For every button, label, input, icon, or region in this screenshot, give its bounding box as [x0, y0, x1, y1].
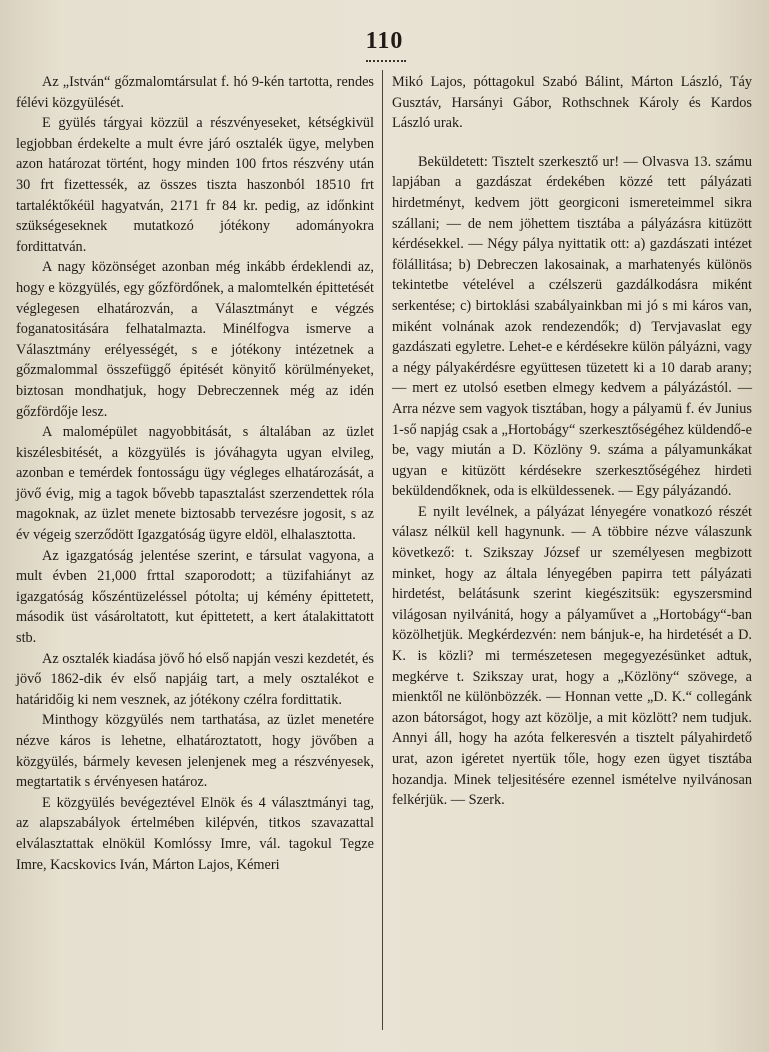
article-paragraph: A malomépület nagyobbitását, s általában az üzlet kiszélesbitését, a közgyülés is jóváhagyta ugyan elvileg, azonban e temérdek fontosságu ügy végleges elhatározását, a jövő évig, mig a tagok bővebb tapasztalást szerzendettek róla magoknak, az üzlet menete biztosabb tervezésre jogosit, s az év végeig szerződött Igazgatóság ügyre eldöl, elhalasztotta.	[16, 424, 374, 544]
article-paragraph: E gyülés tárgyai közzül a részvényeseket, kétségkivül legjobban érdekelte a mult évre járó osztalék ügye, melyben azon határozat történt, hogy minden 100 frtos részvény után 30 frt fizettessék, az összes tiszta haszonból 18510 frt tartaléktőkéül hagyatván, 2171 fr 84 kr. pedig, az időnkint szükségeseknek mutatkozó jótékony adományokra fordittatván.	[16, 115, 374, 255]
article-paragraph: A nagy közönséget azonban még inkább érdeklendi az, hogy e közgyülés, egy gőzfördőnek, a malomtelkén épittetését véglegesen elhatározván, a Választmányt e végzés foganatositására felhatalmazta. Minélfogva ismerve a Választmány erélyességét, s e jótékony intézetnek a gőzmalommal összefüggő épitését könyitő körülményeket, biztosan mondhatjuk, hogy Debreczennek még az idén gőzfördője lesz.	[16, 259, 374, 420]
article-paragraph: Minthogy közgyülés nem tarthatása, az üzlet menetére nézve káros is lehetne, elhatároztatott, hogy jövőben a közgyülés, bármely kevesen jelenjenek meg a részvényesek, megtartatik s érvényesen határoz.	[16, 712, 374, 791]
article-paragraph: Az „István“ gőzmalomtársulat f. hó 9-kén tartotta, rendes félévi közgyülését.	[16, 74, 374, 111]
column-divider	[382, 70, 383, 1030]
article-paragraph: Az osztalék kiadása jövő hó első napján veszi kezdetét, és jövő 1862-dik év első napjáig tart, a mely osztalékot e határidőig ki nem vesznek, az jótékony czélra fordittatik.	[16, 650, 374, 708]
page-number: 110	[365, 28, 404, 54]
left-column	[16, 72, 374, 875]
article-paragraph: E közgyülés bevégeztével Elnök és 4 választmányi tag, az alapszabályok értelmében kilépvén, titkos szavazattal elválasztattak elnökül Komlóssy Imre, vál. tagokul Tegze Imre, Kacskovics Iván, Márton Lajos, Kémeri	[16, 794, 374, 873]
right-column	[392, 72, 752, 811]
header-ornament	[366, 60, 406, 68]
editor-reply-paragraph: E nyilt levélnek, a pályázat lényegére vonatkozó részét válasz nélkül kell hagynunk. — A többire nézve válaszunk következő: t. Szikszay József ur személyesen megbizott minket, hogy az általa lényegében papirra tett pályázati hirdetést, belátásunk szerint kiegészitsük: egyszersmind világosan nyilvánitá, hogy a pályaművet a „Hortobágy“-ban közölhetjük. Megkérdezvén: nem bánjuk-e, ha hirdetését a D. K. is közli? mi természetesen megegyezésünket adtuk, megkérve t. Szikszay urat, hogy a „Közlöny“ szövege, a mienktől ne különbözzék. — Honnan vette „D. K.“ collegánk azon bátorságot, hogy azt közölje, a mit közlött? nem tudjuk. Annyi áll, hogy ha azóta felkeresvén a tisztelt pályahirdető urat, azon igéretet nyertük tőle, hogy ezen ügyet tisztába hozandja. Minek teljesitésére ezennel ismételve nyilvánosan felkérjük. — Szerk.	[392, 503, 752, 809]
letter-paragraph: Beküldetett: Tisztelt szerkesztő ur! — Olvasva 13. számu lapjában a gazdászat érdekében közzé tett pályázati hirdetményt, kedvem jött georgiconi ismereteimmel sikra szállani; — de nem jöhettem tisztába a pályázásra kitüzött kérdésekkel. — Négy pálya nyittatik ott: a) gazdászati intézet fölállitása; b) Debreczen lakosainak, a marhatenyés különös tekintetbe vételével a czélszerü gazdálkodásra miként serkentése; c) birtoklási szabályainkban mi jó s mi káros van, miként volnának azok rendezendők; d) Tervjavaslat egy gazdászati egyletre. Lehet-e e kérdésekre külön pályázni, vagy a négy pályakérdésre együttesen tüzetett ki a 10 darab arany; — mert ez utolsó esetben elmegy kedvem a pályázástól. — Arra nézve sem vagyok tisztában, hogy a pályamü f. év Junius 1-ső napjág csak a „Hortobágy“ szerkesztőségéhez küldendő-e be, vagy miután a D. Közlöny 9. száma a pályamunkákat ugyan e kitüzött kérdésekre szerkesztőségéhez hirdeti beküldendőknek, oda is elküldessenek. — Egy pályázandó.	[392, 153, 752, 500]
article-paragraph: Mikó Lajos, póttagokul Szabó Bálint, Márton László, Táy Gusztáv, Harsányi Gábor, Rothschnek Károly és Kardos László urak.	[392, 74, 752, 132]
article-paragraph: Az igazgatóság jelentése szerint, e társulat vagyona, a mult évben 21,000 frttal szaporodott; a tüzifahiányt az igazgatóság kőszéntüzeléssel pótolta; uj kémény épittetett, második üst vásároltatott, kut épittetett, a kert átalakittatott stb.	[16, 547, 374, 647]
